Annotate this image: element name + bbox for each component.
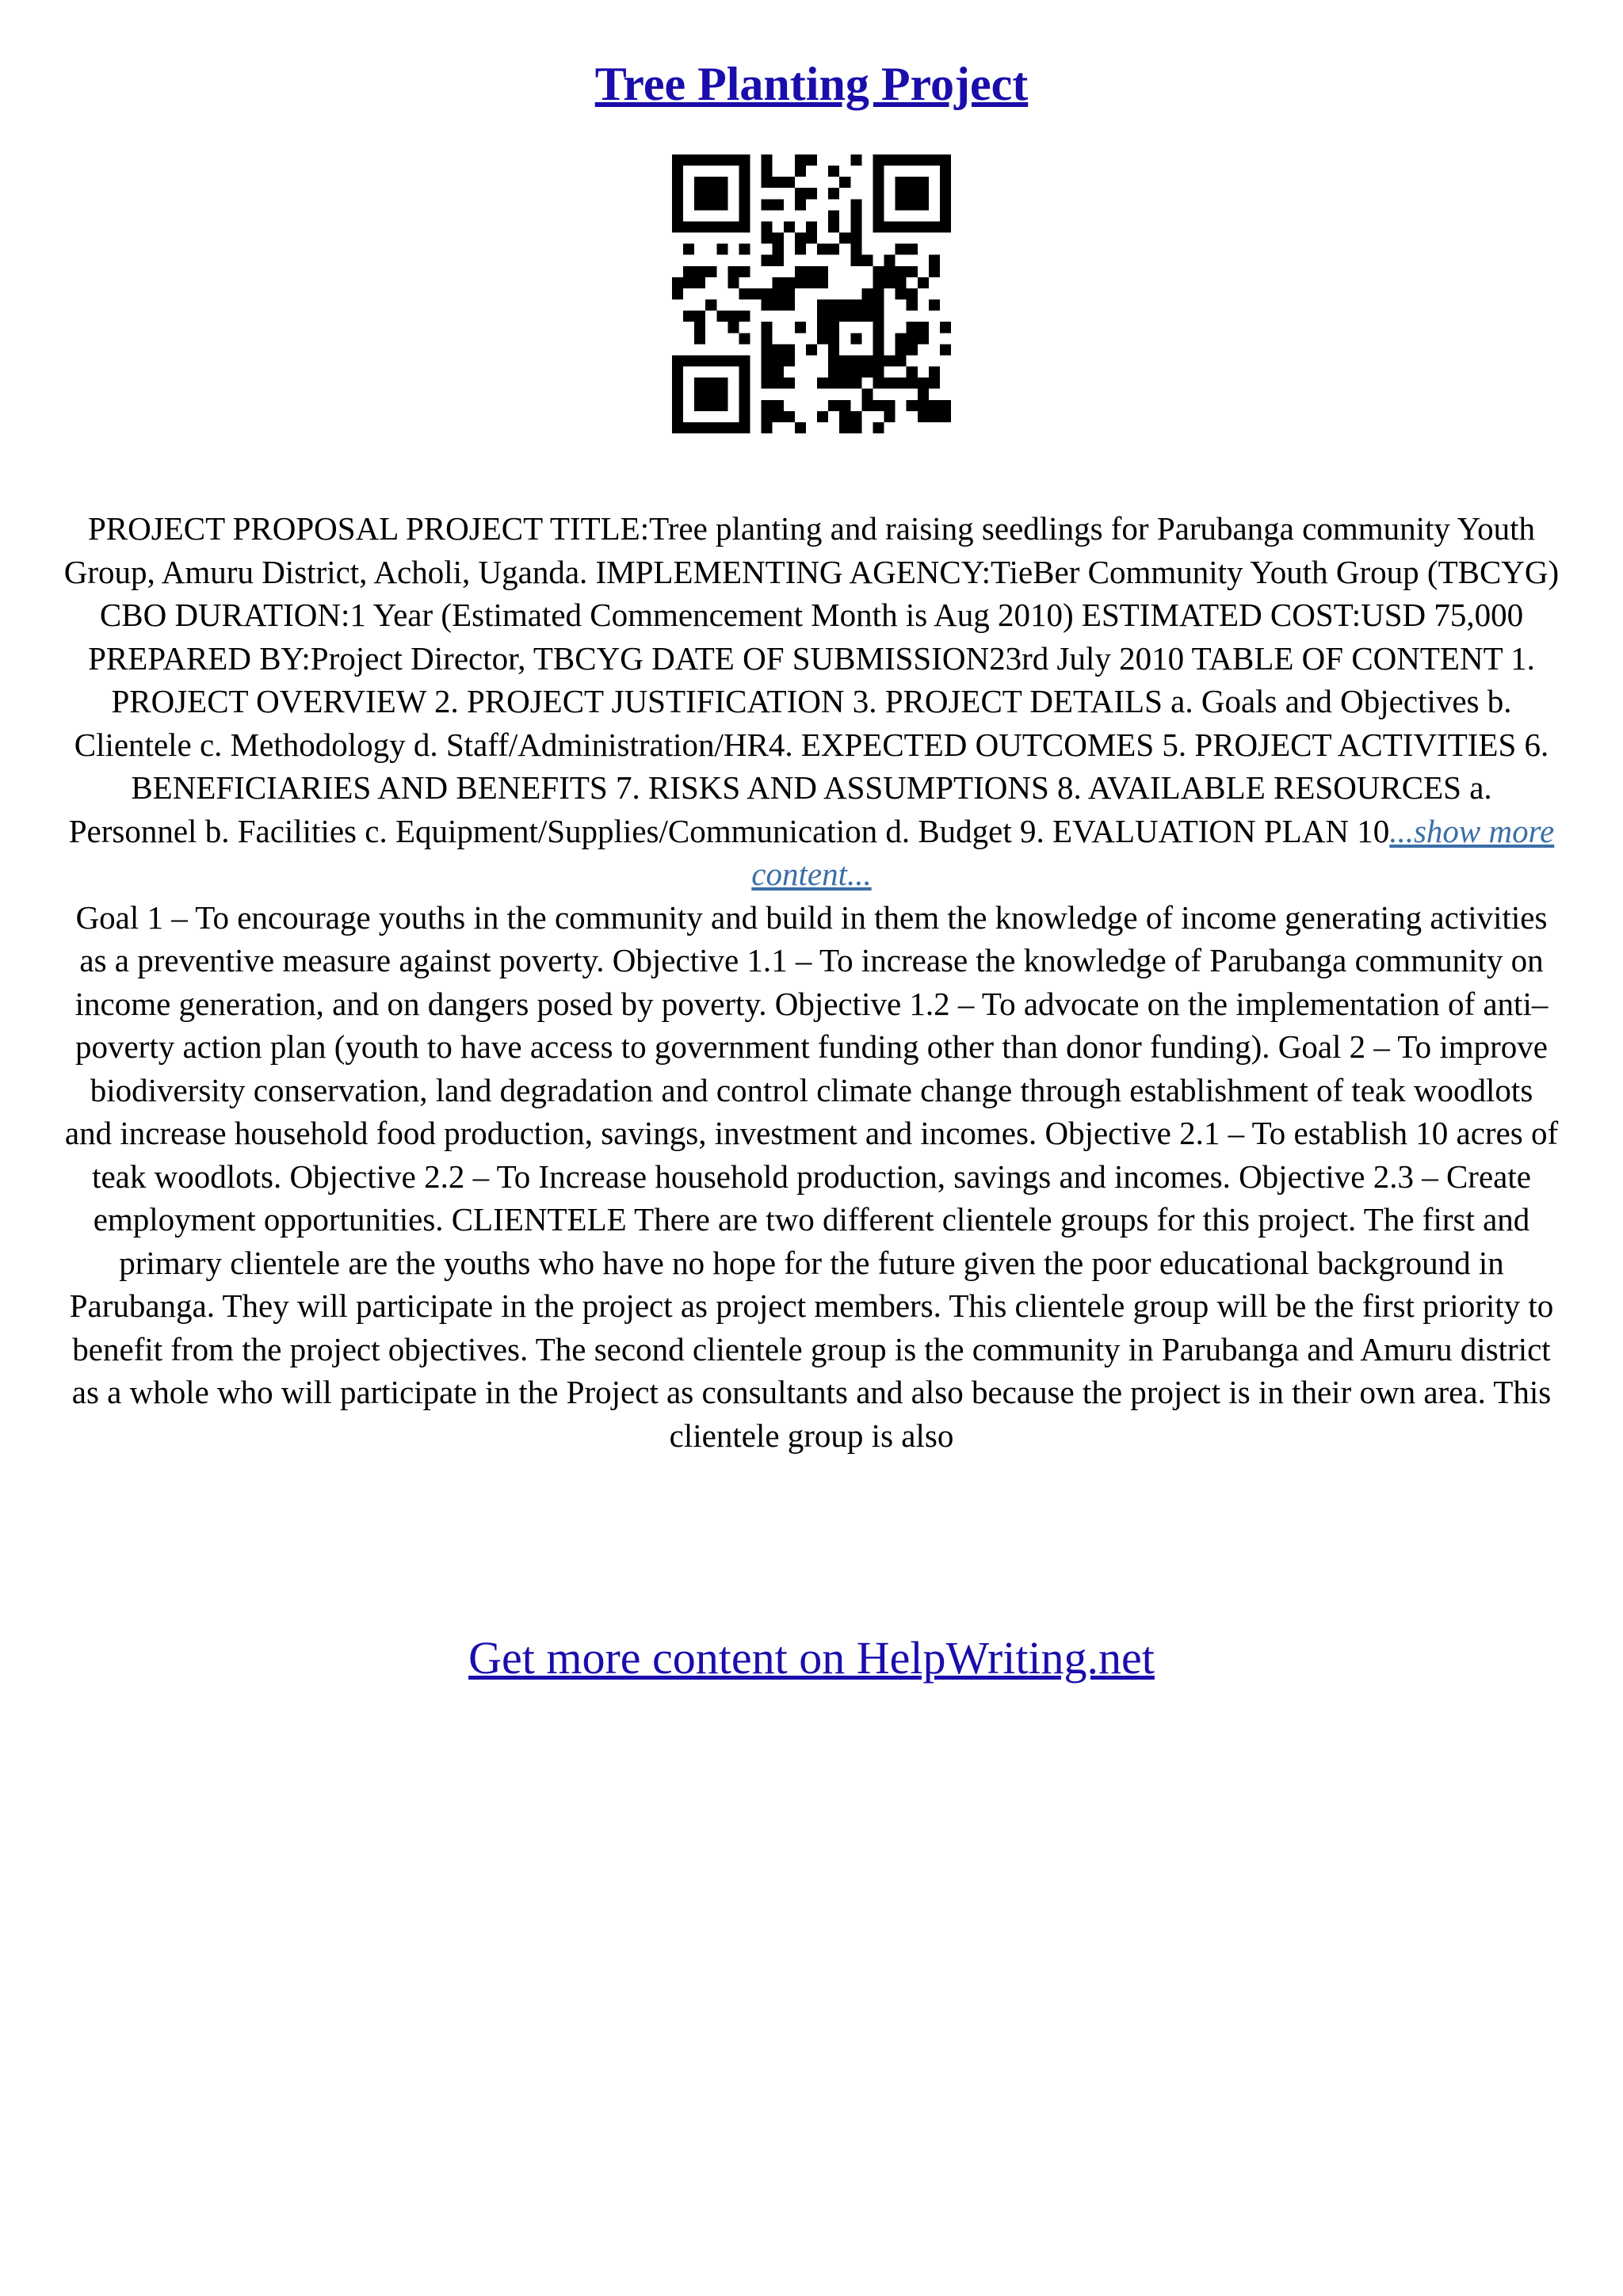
proposal-continued-text: Goal 1 – To encourage youths in the community and build in them the knowledge of income generating activities as a preventive measure against poverty. Objective 1.1 – To increase the knowledge of Parubanga community on income generation, and on dangers posed by poverty. Objective 1.2 – To advocate on the implementation of anti–poverty action plan (youth to have access to government funding other than donor funding). Goal 2 – To improve biodiversity conservation, land degradation and control climate change through establishment of teak woodlots and increase household food production, savings, investment and incomes. Objective 2.1 – To establish 10 acres of teak woodlots. Objective 2.2 – To Increase household production, savings and incomes. Objective 2.3 – Create employment opportunities. CLIENTELE There are two different clientele groups for this project. The first and primary clientele are the youths who have no hope for the future given the poor educational background in Parubanga. They will participate in the project as project members. This clientele group will be the first priority to benefit from the project objectives. The second clientele group is the community in Parubanga and Amuru district as a whole who will participate in the Project as consultants and also because the project is in their own area. This clientele group is also [64,898,1559,1454]
title-link[interactable]: Tree Planting Project [594,58,1029,110]
page-title [0,55,1623,113]
helpwriting-link[interactable]: Get more content on HelpWriting.net [468,1632,1155,1684]
show-more-link[interactable]: ...show more content... [751,812,1555,892]
footer [0,1630,1623,1686]
document-body [63,507,1560,1457]
proposal-intro-text: PROJECT PROPOSAL PROJECT TITLE:Tree planting and raising seedlings for Parubanga community Youth Group, Amuru District, Acholi, Uganda. IMPLEMENTING AGENCY:TieBer Community Youth Group (TBCYG) CBO DURATION:1 Year (Estimated Commencement Month is Aug 2010) ESTIMATED COST:USD 75,000 PREPARED BY:Project Director, TBCYG DATE OF SUBMISSION23rd July 2010 TABLE OF CONTENT 1. PROJECT OVERVIEW 2. PROJECT JUSTIFICATION 3. PROJECT DETAILS a. Goals and Objectives b. Clientele c. Methodology d. Staff/Administration/HR4. EXPECTED OUTCOMES 5. PROJECT ACTIVITIES 6. BENEFICIARIES AND BENEFITS 7. RISKS AND ASSUMPTIONS 8. AVAILABLE RESOURCES a. Personnel b. Facilities c. Equipment/Supplies/Communication d. Budget 9. EVALUATION PLAN 10 [63,510,1560,849]
qr-code-icon [672,154,951,433]
